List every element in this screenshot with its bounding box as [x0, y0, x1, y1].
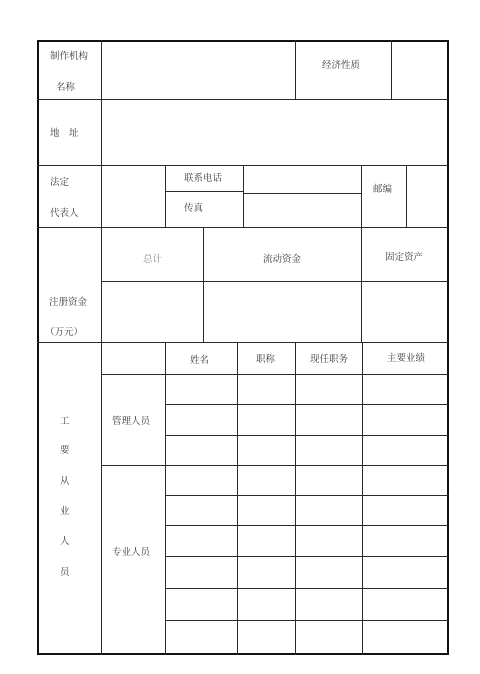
management-staff-label: 管理人员 — [112, 416, 151, 427]
staff-row-line — [165, 404, 449, 405]
col-divider — [406, 165, 407, 228]
staff-row-line — [165, 495, 449, 496]
column-header-name: 姓名 — [190, 355, 210, 366]
col-divider — [101, 40, 102, 100]
staff-label-char: 人 — [60, 536, 70, 547]
col-divider — [165, 165, 166, 228]
row-divider — [37, 99, 449, 100]
border-top — [37, 40, 449, 42]
col-divider — [101, 165, 102, 228]
staff-row-line — [165, 556, 449, 557]
col-divider — [101, 99, 102, 166]
staff-row-line — [165, 435, 449, 436]
border-bottom — [37, 653, 449, 655]
col-divider — [165, 342, 166, 655]
row-divider — [243, 193, 362, 194]
col-divider — [101, 342, 102, 655]
staff-row-line — [101, 465, 449, 466]
col-divider — [203, 227, 204, 343]
col-divider — [361, 165, 362, 228]
staff-row-line — [101, 374, 449, 375]
registered-capital-label-line2: （万元） — [45, 327, 84, 338]
staff-label-char: 要 — [60, 445, 70, 456]
current-assets-label: 流动资金 — [263, 254, 302, 265]
staff-label-char: 从 — [60, 476, 70, 487]
legal-rep-label-line1: 法定 — [50, 177, 70, 188]
row-divider — [101, 281, 449, 282]
column-header-position: 现任职务 — [310, 354, 349, 365]
row-divider — [37, 342, 449, 343]
org-name-label-line1: 制作机构 — [50, 51, 89, 62]
col-divider — [361, 227, 362, 343]
address-label: 地 址 — [50, 128, 79, 139]
professional-staff-label: 专业人员 — [112, 547, 151, 558]
col-divider — [237, 342, 238, 655]
staff-label-char: 员 — [60, 567, 70, 578]
row-divider — [165, 191, 244, 192]
border-left — [37, 40, 39, 655]
postcode-label: 邮编 — [373, 184, 393, 195]
border-right — [447, 40, 449, 655]
col-divider — [243, 165, 244, 228]
staff-row-line — [165, 588, 449, 589]
col-divider — [391, 40, 392, 100]
column-header-title: 职称 — [256, 354, 276, 365]
org-name-label-line2: 名称 — [56, 82, 76, 93]
legal-rep-label-line2: 代表人 — [50, 208, 79, 219]
staff-row-line — [165, 620, 449, 621]
staff-label-char: 工 — [60, 416, 70, 427]
col-divider — [101, 227, 102, 343]
contact-phone-label: 联系电话 — [184, 173, 223, 184]
col-divider — [362, 342, 363, 655]
fax-label: 传真 — [184, 203, 204, 214]
fixed-assets-label: 固定资产 — [385, 252, 424, 263]
col-divider — [295, 40, 296, 100]
total-label: 总计 — [143, 254, 163, 265]
column-header-achievement: 主要业绩 — [387, 353, 426, 364]
registered-capital-label-line1: 注册资金 — [49, 297, 88, 308]
economic-nature-label: 经济性质 — [322, 60, 361, 71]
col-divider — [295, 342, 296, 655]
staff-label-char: 业 — [60, 506, 70, 517]
staff-row-line — [165, 525, 449, 526]
